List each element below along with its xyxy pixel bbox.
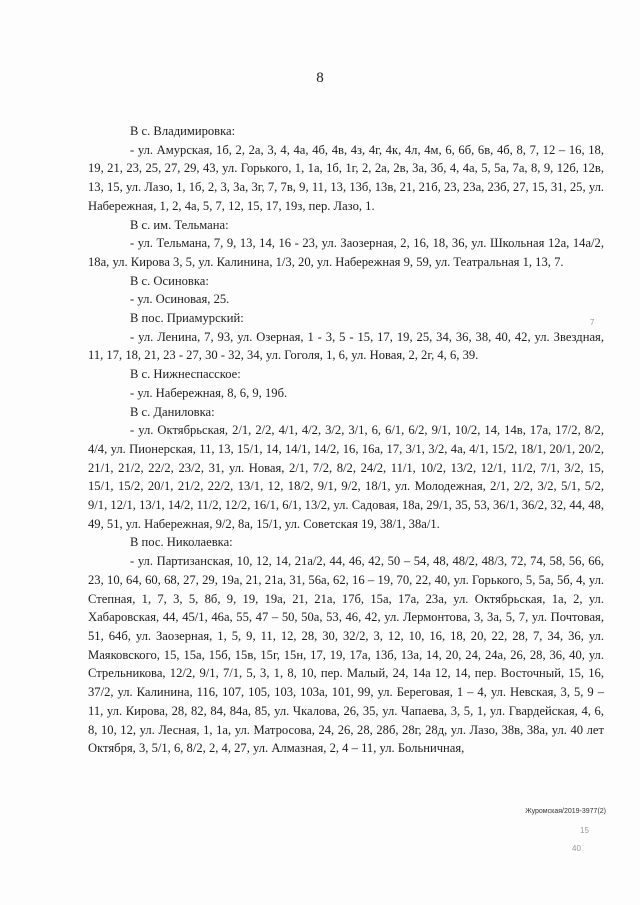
settlement-heading: В пос. Приамурский: — [130, 311, 244, 326]
street-address-list: - ул. Партизанская, 10, 12, 14, 21а/2, 44, 46, 42, 50 – 54, 48, 48/2, 48/3, 72, 74, 58, 56, 66, 23, 10, 64, 60, 68, 27, 29, 19а, 21, 21а, 31, 56а, 62, 16 – 19, 70, 22, 40, ул. Горького, 5, 5а, 5б, 4, ул. Степная, 1, 7, 3, 5, 8б, 9, 19, 19а, 21, 21а, 17б, 15а, 17а, 23а, ул. Октябрьская, 1а, 2, ул. Хабаровская, 44, 45/1, 46а, 55, 47 – 50, 50а, 53, 46, 42, ул. Лермонтова, 3, 3а, 5, 7, ул. Почтовая, 51, 64б, ул. Заозерная, 1, 5, 9, 11, 12, 28, 30, 32/2, 3, 12, 10, 16, 18, 20, 22, 28, 7, 34, 36, ул. Маяковского, 15, 15а, 15б, 15в, 15г, 15н, 17, 19, 17а, 13б, 13а, 14, 20, 24, 24а, 26, 28, 36, 40, ул. Стрельникова, 12/2, 9/1, 7/1, 5, 3, 1, 8, 10, пер. Малый, 24, 14а 12, 14, пер. Восточный, 15, 16, 37/2, ул. Калинина, 116, 107, 105, 103, 103а, 101, 99, ул. Береговая, 1 – 4, ул. Невская, 3, 5, 9 – 11, ул. Кирова, 28, 82, 84, 84а, 85, ул. Чкалова, 26, 35, ул. Чапаева, 3, 5, 1, ул. Гвардейская, 4, 6, 8, 10, 12, ул. Лесная, 1, 1а, ул. Матросова, 24, 26, 28, 28б, 28г, 28д, ул. Лазо, 38в, 38а, ул. 40 лет Октября, 3, 5/1, 6, 8/2, 2, 4, 27, ул. Алмазная, 2, 4 – 11, ул. Больничная, — [88, 554, 604, 756]
address-list — [88, 122, 604, 758]
margin-note: 15 — [580, 826, 589, 835]
settlement-heading: В с. Осиновка: — [130, 273, 209, 288]
street-address-list: - ул. Октябрьская, 2/1, 2/2, 4/1, 4/2, 3/2, 3/1, 6, 6/1, 6/2, 9/1, 10/2, 14, 14в, 17а, 17/2, 8/2, 4/4, ул. Пионерская, 11, 13, 15/1, 14, 14/1, 14/2, 16, 16а, 17, 3/1, 3/2, 4а, 4/1, 15/2, 18/1, 20/1, 20/2, 21/1, 21/2, 22/2, 23/2, 31, ул. Новая, 2/1, 7/2, 8/2, 24/2, 11/1, 10/2, 13/2, 12/1, 11/2, 7/1, 3/2, 15, 15/1, 15/2, 20/1, 21/2, 22/2, 13/1, 12, 18/2, 9/1, 9/2, 18/1, ул. Молодежная, 2/1, 2/2, 3/2, 5/1, 5/2, 9/1, 12/1, 13/1, 14/2, 11/2, 12/2, 16/1, 6/1, 13/2, ул. Садовая, 18а, 29/1, 35, 53, 36/1, 36/2, 32, 44, 48, 49, 51, ул. Набережная, 9/2, 8а, 15/1, ул. Советская 19, 38/1, 38а/1. — [88, 423, 604, 531]
street-address-list: - ул. Тельмана, 7, 9, 13, 14, 16 - 23, ул. Заозерная, 2, 16, 18, 36, ул. Школьная 12а, 14а/2, 18а, ул. Кирова 3, 5, ул. Калинина, 1/3, 20, ул. Набережная 9, 59, ул. Театральная 1, 13, 7. — [88, 236, 604, 269]
street-address-list: - ул. Набережная, 8, 6, 9, 19б. — [130, 385, 288, 400]
settlement-heading: В с. им. Тельмана: — [130, 217, 229, 232]
page-number: 8 — [316, 70, 324, 86]
margin-note: 40 — [572, 844, 581, 853]
settlement-heading: В с. Владимировка: — [130, 124, 236, 138]
street-address-list: - ул. Амурская, 1б, 2, 2а, 3, 4, 4а, 4б, 4в, 4з, 4г, 4к, 4л, 4м, 6, 6б, 6в, 4б, 8, 7, 12 – 16, 18, 19, 21, 23, 25, 27, 29, 43, ул. Горького, 1, 1а, 1б, 1г, 2, 2а, 2в, 3а, 3б, 4, 4а, 5, 5а, 7а, 8, 9, 12б, 12в, 13, 15, ул. Лазо, 1, 1б, 2, 3, 3а, 3г, 7, 7в, 9, 11, 13, 13б, 13в, 21, 21б, 23, 23а, 23б, 27, 15, 31, 25, ул. Набережная, 1, 2, 4а, 5, 7, 12, 15, 17, 19з, пер. Лазо, 1. — [88, 142, 604, 213]
margin-note: 7 — [590, 318, 595, 327]
document-code: Журомская/2019-3977(2) — [525, 808, 606, 815]
settlement-heading: В с. Нижнеспасское: — [130, 367, 241, 382]
settlement-heading: В с. Даниловка: — [130, 404, 215, 419]
settlement-heading: В пос. Николаевка: — [130, 535, 233, 550]
street-address-list: - ул. Ленина, 7, 93, ул. Озерная, 1 - 3, 5 - 15, 17, 19, 25, 34, 36, 38, 40, 42, ул. Звездная, 11, 17, 18, 21, 23 - 27, 30 - 32, 34, ул. Гоголя, 1, 6, ул. Новая, 2, 2г, 4, 6, 39. — [88, 329, 604, 363]
street-address-list: - ул. Осиновая, 25. — [130, 292, 230, 307]
